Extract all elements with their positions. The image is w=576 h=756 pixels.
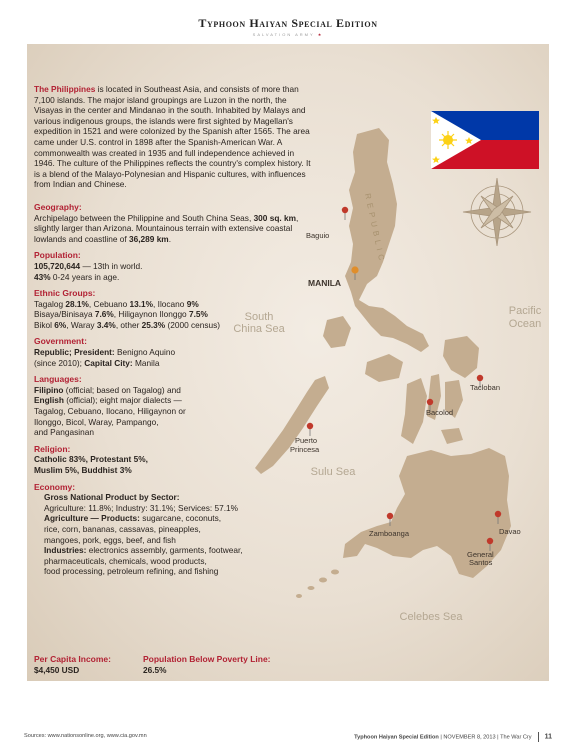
header-title: Typhoon Haiyan Special Edition [198,16,378,30]
pacific-ocean-label: Pacific [508,305,542,317]
panay-island [365,354,403,382]
city-label-tacloban: Tacloban [470,383,501,392]
population-section: Population: 105,720,644 — 13th in world. 43% 0-24 years in age. [34,250,314,282]
city-label-zamboanga: Zamboanga [369,529,410,538]
religion-heading: Religion: [34,443,71,454]
pacific-ocean-label-2: Ocean [508,318,542,330]
map-watermark: REPUBLIC [363,192,387,265]
mindoro-island [323,316,351,348]
ethnic-groups-section: Ethnic Groups: Tagalog 28.1%, Cebuano 13.1%, Ilocano 9% Bisaya/Binisaya 7.6%, Hiligaynon Ilonggo 7.5% Bikol 6%, Waray 3.4%, other 25.3% (2000 census) [34,288,314,330]
city-label-baguio: Baguio [306,231,330,240]
page-footer [24,731,552,743]
city-label-puerto-princesa-2: Princesa [290,445,320,454]
facts-column [34,84,314,583]
pin-icon [342,207,348,220]
footer-sources: Sources: www.nationsonline.org, www.cia.gov.mn [24,733,147,739]
government-section: Government: Republic; President: Benigno Aquino (since 2010); Capital City: Manila [34,336,314,368]
compass-rose-icon [463,178,531,246]
geography-heading: Geography: [34,201,82,212]
south-china-sea-label-2: China Sea [233,323,285,335]
languages-section: Languages: Filipino (official; based on Tagalog) and English (official); eight major dialects — Tagalog, Cebuano, Ilocano, Hiligaynon or Ilonggo, Bicol, Waray, Pampango, and Pangasinan [34,374,314,438]
sulu-sea-label: Sulu Sea [310,466,356,478]
city-label-manila: MANILA [308,278,342,288]
samar-island [443,336,479,378]
languages-heading: Languages: [34,374,82,385]
footer-divider [538,732,539,742]
intro-paragraph: The Philippines is located in Southeast Asia, and consists of more than 7,100 islands. The major island groupings are Luzon in the north, the Visayas in the center and Mindanao in the south. Inhabited by Malays and various indigenous groups, the islands were first sighted by Magellan's expedition in 1521 and were colonized by the Spanish after 1565. The area came under U.S. control in 1898 after the Spanish-American War. A commonwealth was created in 1935 and full independence achieved in 1946. The culture of the Philippines reflects the country's complex history. It is a blend of the Malayo-Polynesian and Hispanic cultures, with influences from Indian and Chinese. [34,84,311,190]
city-label-general-santos: General [467,550,494,559]
philippine-flag-icon [431,111,539,169]
luzon-island [345,128,429,352]
poverty-line: Population Below Poverty Line: 26.5% [143,654,271,675]
footer-right: Typhoon Haiyan Special Edition | NOVEMBER 8, 2013 | The War Cry 11 [354,733,552,741]
economy-section: Economy: Gross National Product by Sector: Agriculture: 11.8%; Industry: 31.1%; Services: 57.1% Agriculture — Products: sugarcane, coconuts, rice, corn, bananas, cassavas, pineapples, mangoes, pork, eggs, beef, and fish Industries: electronics assembly, garments, footwear, pharmaceuticals, chemicals, wood products, food processing, petroleum refining, and fishing [34,482,314,577]
city-label-general-santos-2: Santos [469,558,493,567]
government-heading: Government: [34,336,87,347]
city-label-bacolod: Bacolod [426,408,454,417]
page-number: 11 [544,733,552,741]
south-china-sea-label: South [244,311,274,323]
content-panel [27,44,549,681]
city-label-davao: Davao [499,527,521,536]
geography-text: Archipelago between the Philippine and South China Seas, 300 sq. km, slightly larger than Arizona. Mountainous terrain with extensive coastal lowlands and coastline of 36,289 km. [34,212,299,244]
bohol-island [441,428,463,444]
city-label-puerto-princesa: Puerto [295,436,318,445]
star-icon: ★ [317,32,324,37]
population-heading: Population: [34,250,81,261]
ethnic-groups-heading: Ethnic Groups: [34,288,96,299]
geography-section [34,202,314,244]
celebes-sea-label: Celebes Sea [399,611,463,623]
negros-island [401,378,427,444]
header-subtitle: SALVATION ARMY ★ [252,32,324,37]
religion-section: Religion: Catholic 83%, Protestant 5%, Muslim 5%, Buddhist 3% [34,444,314,476]
page-header [0,16,576,37]
per-capita-income: Per Capita Income: $4,450 USD [34,654,111,675]
economy-heading: Economy: [34,481,76,492]
